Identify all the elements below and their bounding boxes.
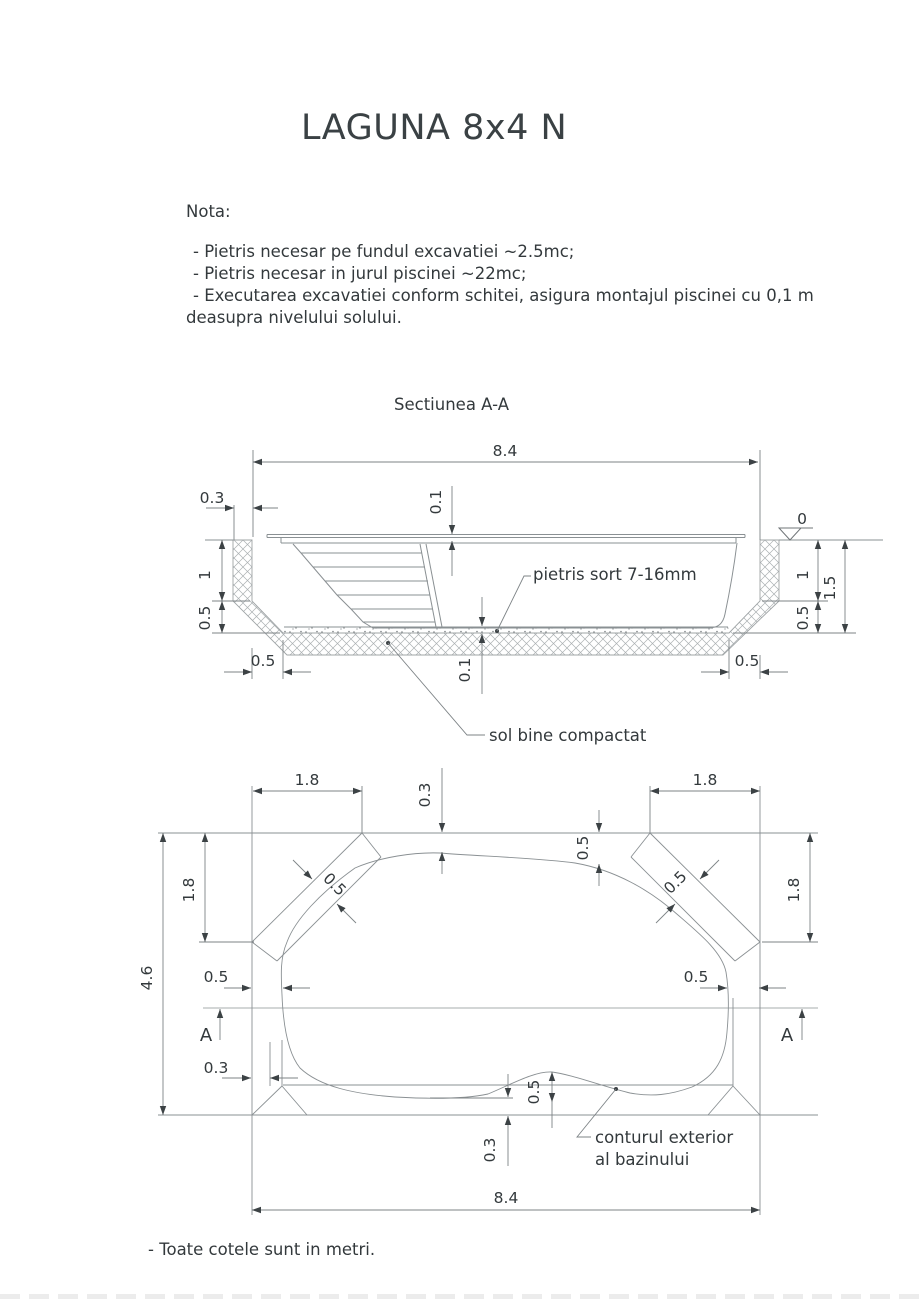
section-view-title: Sectiunea A-A: [394, 395, 509, 414]
pool-steps: [293, 544, 442, 628]
dim-0-3-top: 0.3: [416, 782, 434, 808]
ground-hatch-area: [233, 540, 779, 655]
dim-0-1-top: 0.1: [427, 489, 445, 515]
units-note: - Toate cotele sunt in metri.: [148, 1240, 376, 1259]
dim-0-5-diag-right: 0.5: [660, 867, 691, 898]
pool-right-wall: [708, 543, 737, 628]
dim-1-8-top-left: 1.8: [294, 771, 320, 789]
page-title: LAGUNA 8x4 N: [301, 108, 568, 148]
dim-0-datum: 0: [797, 510, 807, 528]
gravel-leader: [495, 576, 531, 633]
dim-0-5-bottom-right: 0.5: [734, 652, 760, 670]
plan-labels: [138, 771, 803, 1207]
dim-0-1-gravel: 0.1: [456, 657, 474, 683]
dim-1-8-right: 1.8: [785, 877, 803, 903]
dim-1-right: 1: [794, 570, 812, 580]
dim-0-5-diag-left: 0.5: [319, 869, 350, 900]
dim-0-5-right: 0.5: [794, 605, 812, 631]
contour-label-line1: conturul exterior: [595, 1128, 734, 1147]
dim-0-5-left: 0.5: [196, 605, 214, 631]
contour-label-line2: al bazinului: [595, 1150, 690, 1169]
section-mark-a-left: A: [199, 1025, 213, 1046]
note-item: - Pietris necesar in jurul piscinei ~22mc;: [193, 264, 527, 283]
dim-0-3-bottom: 0.3: [481, 1137, 499, 1163]
dim-0-5-bottom-left: 0.5: [250, 652, 276, 670]
dim-1-8-top-right: 1.8: [692, 771, 718, 789]
section-mark-a-right: A: [780, 1025, 794, 1046]
dim-0-3-wall: 0.3: [199, 489, 225, 507]
note-item: - Executarea excavatiei conform schitei, asigura montajul piscinei cu 0,1 m: [193, 286, 814, 305]
note-item: deasupra nivelului solului.: [186, 308, 402, 327]
dim-0-5-mid-right: 0.5: [683, 968, 709, 986]
dim-0-5-top: 0.5: [574, 835, 592, 861]
pool-coping: [267, 535, 745, 544]
dim-0-5-bottom: 0.5: [525, 1079, 543, 1105]
dim-0-5-mid-left: 0.5: [203, 968, 229, 986]
dim-1-5-right: 1.5: [821, 575, 839, 601]
dim-0-3-left: 0.3: [203, 1059, 229, 1077]
dim-4-6: 4.6: [138, 965, 156, 991]
section-view: [205, 450, 883, 735]
section-labels: [196, 442, 839, 745]
dim-1-8-left: 1.8: [180, 877, 198, 903]
gravel-label: pietris sort 7-16mm: [533, 565, 697, 584]
dim-8-4-bottom: 8.4: [493, 1189, 519, 1207]
scan-edge-artifact: [0, 1294, 920, 1299]
soil-label: sol bine compactat: [489, 726, 647, 745]
datum-level-icon: [779, 528, 813, 540]
notes-heading: Nota:: [186, 202, 231, 221]
dim-1-left: 1: [196, 570, 214, 580]
note-item: - Pietris necesar pe fundul excavatiei ~2.5mc;: [193, 242, 575, 261]
dim-8-4-top: 8.4: [492, 442, 518, 460]
